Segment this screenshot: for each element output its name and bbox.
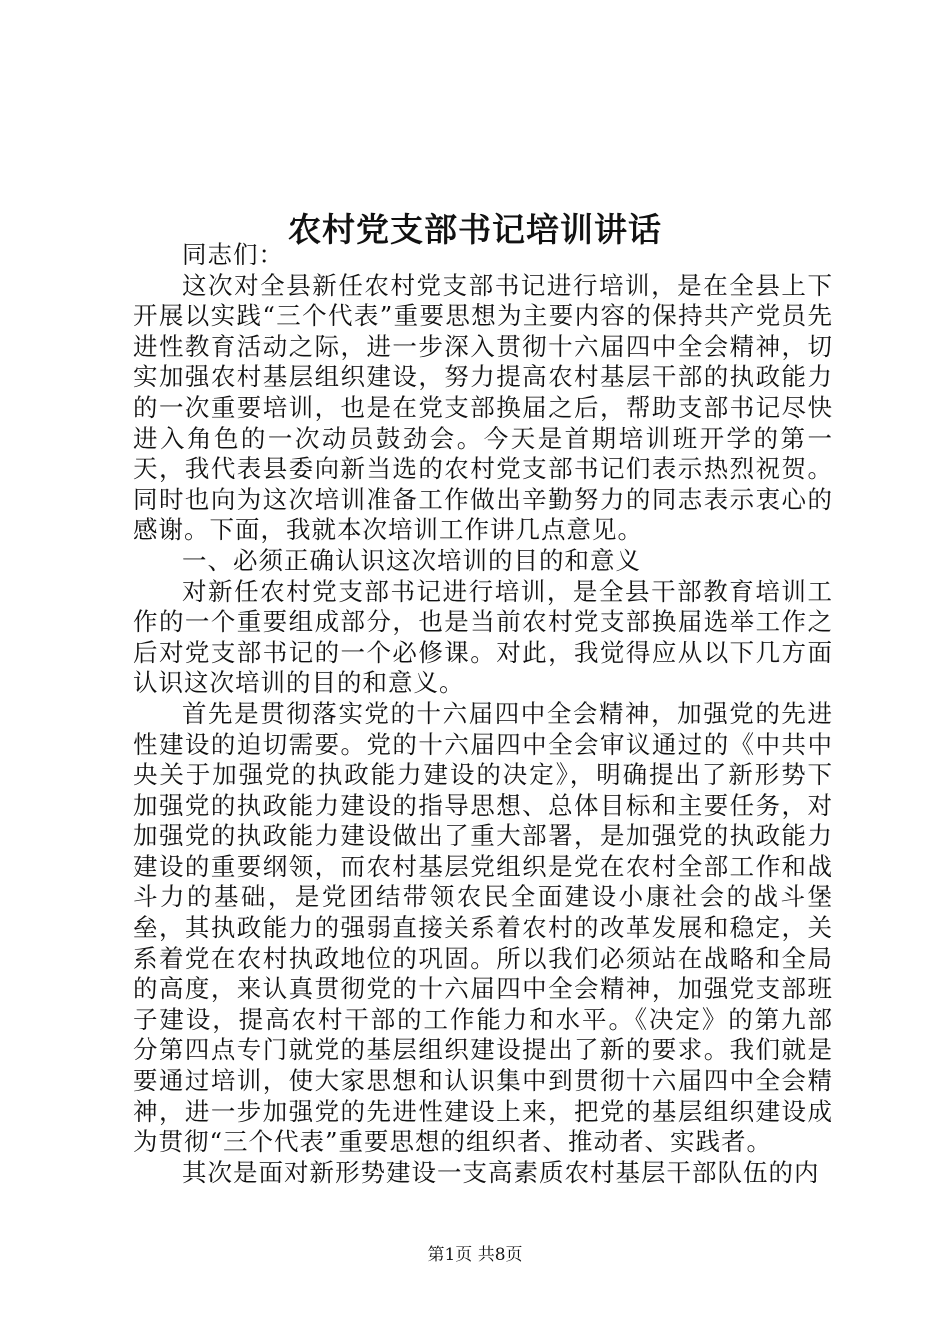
paragraph-first-point: 首先是贯彻落实党的十六届四中全会精神，加强党的先进性建设的迫切需要。党的十六届四中全会审议通过的《中共中央关于加强党的执政能力建设的决定》，明确提出了新形势下加强党的执政能力建设的指导思想、总体目标和主要任务，对加强党的执政能力建设做出了重大部署，是加强党的执政能力建设的重要纲领，而农村基层党组织是党在农村全部工作和战斗力的基础，是党团结带领农民全面建设小康社会的战斗堡垒，其执政能力的强弱直接关系着农村的改革发展和稳定，关系着党在农村执政地位的巩固。所以我们必须站在战略和全局的高度，来认真贯彻党的十六届四中全会精神，加强党支部班子建设，提高农村干部的工作能力和水平。《决定》的第九部分第四点专门就党的基层组织建设提出了新的要求。我们就是要通过培训，使大家思想和认识集中到贯彻十六届四中全会精神，进一步加强党的先进性建设上来，把党的基层组织建设成为贯彻“三个代表”重要思想的组织者、推动者、实践者。 <box>133 698 833 1157</box>
paragraph-second-point: 其次是面对新形势建设一支高素质农村基层干部队伍的内 <box>182 1157 820 1187</box>
document-body <box>133 240 833 1188</box>
salutation: 同志们： <box>182 240 284 269</box>
paragraph-intro: 这次对全县新任农村党支部书记进行培训，是在全县上下开展以实践“三个代表”重要思想为主要内容的保持共产党员先进性教育活动之际，进一步深入贯彻十六届四中全会精神，切实加强农村基层组织建设，努力提高农村基层干部的执政能力的一次重要培训，也是在党支部换届之后，帮助支部书记尽快进入角色的一次动员鼓劲会。今天是首期培训班开学的第一天，我代表县委向新当选的农村党支部书记们表示热烈祝贺。同时也向为这次培训准备工作做出辛勤努力的同志表示衷心的感谢。下面，我就本次培训工作讲几点意见。 <box>133 270 833 545</box>
page-title: 农村党支部书记培训讲话 <box>288 210 662 250</box>
page-indicator: 第1页 共8页 <box>427 1245 523 1265</box>
paragraph-purpose: 对新任农村党支部书记进行培训，是全县干部教育培训工作的一个重要组成部分，也是当前农村党支部换届选举工作之后对党支部书记的一个必修课。对此，我觉得应从以下几方面认识这次培训的目的和意义。 <box>133 576 833 698</box>
section-heading-1: 一、必须正确认识这次培训的目的和意义 <box>182 545 641 575</box>
